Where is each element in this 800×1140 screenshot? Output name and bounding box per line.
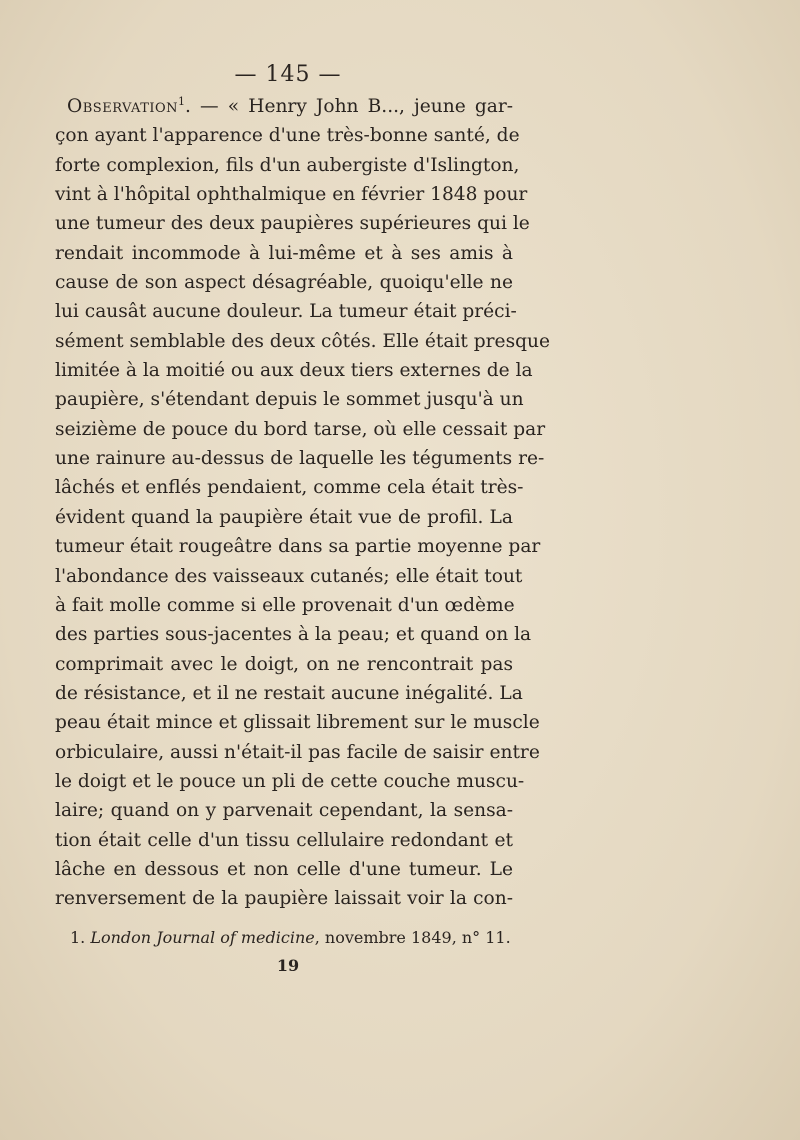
text-line: lui causât aucune douleur. La tumeur était préci- [55,301,517,323]
text-line: peau était mince et glissait librement sur le muscle [55,712,540,734]
footnote [70,926,511,950]
body-text [55,92,550,914]
text-line: lâche en dessous et non celle d'une tumeur. Le [55,858,513,880]
text-line: vint à l'hôpital ophthalmique en février 1848 pour [55,184,528,206]
page-number: — 145 — [234,62,342,87]
text-line: orbiculaire, aussi n'était-il pas facile de saisir entre [55,741,540,763]
text-line: forte complexion, fils d'un aubergiste d'Islington, [55,154,520,176]
text-line: renversement de la paupière laissait voir la con- [55,888,513,910]
footnote-marker: 1. [70,928,86,947]
text-line: une rainure au-dessus de laquelle les téguments re- [55,448,545,470]
signature-mark: 19 [276,956,300,975]
observation-dash: . — [185,96,219,117]
text-line: comprimait avec le doigt, on ne rencontrait pas [55,653,513,675]
footnote-rest: , novembre 1849, n° 11. [314,928,511,947]
footnote-reference: 1 [178,94,186,108]
text-line: une tumeur des deux paupières supérieures qui le [55,213,530,235]
text-line: lâchés et enflés pendaient, comme cela était très- [55,477,524,499]
text-line: tion était celle d'un tissu cellulaire redondant et [55,829,513,851]
text-line-content: « Henry John B..., jeune gar- [227,96,513,117]
text-line: le doigt et le pouce un pli de cette couche muscu- [55,770,525,792]
footnote-journal: London Journal of medicine [90,928,315,947]
observation-label: Observation [67,96,179,117]
text-line: à fait molle comme si elle provenait d'un œdème [55,594,515,616]
text-line: cause de son aspect désagréable, quoiqu'elle ne [55,272,513,294]
text-line: des parties sous-jacentes à la peau; et quand on la [55,624,532,646]
text-line [55,92,513,121]
text-line: limitée à la moitié ou aux deux tiers externes de la [55,360,533,382]
text-line: çon ayant l'apparence d'une très-bonne santé, de [55,125,520,147]
text-line: rendait incommode à lui-même et à ses amis à [55,242,513,264]
text-line: tumeur était rougeâtre dans sa partie moyenne par [55,536,541,558]
text-line: seizième de pouce du bord tarse, où elle cessait par [55,418,546,440]
text-line: paupière, s'étendant depuis le sommet jusqu'à un [55,389,524,411]
text-line: de résistance, et il ne restait aucune inégalité. La [55,682,523,704]
text-line: sément semblable des deux côtés. Elle était presque [55,330,550,352]
text-line: évident quand la paupière était vue de profil. La [55,506,513,528]
text-line: l'abondance des vaisseaux cutanés; elle était tout [55,565,523,587]
text-line: laire; quand on y parvenait cependant, la sensa- [55,800,513,822]
